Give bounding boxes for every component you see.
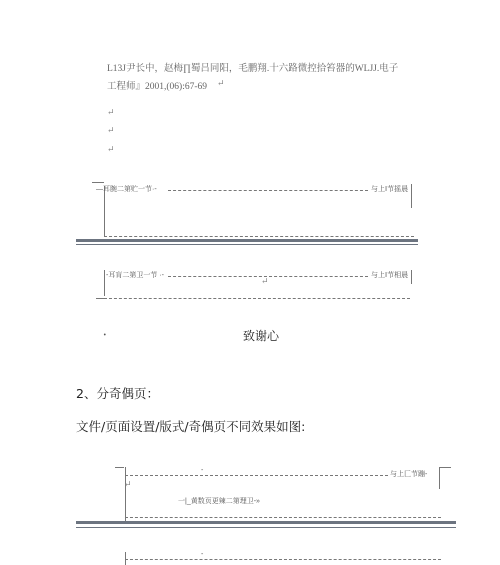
paragraph-mark: ↵ xyxy=(261,277,269,287)
section-header-dashed-line xyxy=(168,190,368,191)
thanks-heading: 致谢心 xyxy=(243,329,280,343)
odd-even-heading: 2、分奇偶页： xyxy=(76,386,159,401)
section-header-left-label: —耳腕二第贮一节·- xyxy=(96,186,157,193)
paragraph-mark: ↵ xyxy=(107,126,115,136)
section-header-left-label: -耳肓二第卫一节 ·- xyxy=(106,272,164,279)
figure-dashed-line xyxy=(125,559,441,560)
page-separator-thin-line xyxy=(76,244,418,245)
section-header-right-label: 与上Ⅰ节相晨 xyxy=(371,272,409,279)
figure-right-label: 与上匚节蹦- xyxy=(390,471,428,478)
margin-corner-mark xyxy=(92,182,104,183)
margin-corner-mark xyxy=(439,467,451,468)
margin-vertical-line-right xyxy=(411,270,412,284)
margin-vertical-line xyxy=(104,270,105,296)
page-bottom-dashed-line xyxy=(104,236,414,237)
margin-corner-mark xyxy=(96,298,104,299)
figure-bottom-dashed-line xyxy=(125,517,441,518)
figure-mark: ↵ xyxy=(124,480,132,490)
figure-separator-bar xyxy=(76,521,456,524)
figure-dashed-line xyxy=(125,475,388,476)
reference-line-1: L13J尹长中，赵梅∏蜀吕同阳，毛鹏翔.十六路微控拾笞器的WLJJ.电子 xyxy=(107,64,399,74)
figure-inner-label: 一|_黄数页更辣二第理卫-» xyxy=(178,498,260,505)
figure-vertical-line-right xyxy=(439,467,440,489)
header-bottom-dashed-line xyxy=(104,298,410,299)
instruction-text: 文件/页面设置/版式/奇偶页不同效果如图: xyxy=(76,419,306,434)
page-separator-bar xyxy=(76,239,418,242)
margin-vertical-line-right xyxy=(411,184,412,208)
margin-corner-mark xyxy=(115,467,124,468)
paragraph-mark: ↵ xyxy=(217,79,225,89)
figure-separator-thin-line xyxy=(76,527,456,528)
reference-line-2: 工程师』2001,(06):67-69 xyxy=(107,82,208,92)
paragraph-mark: ↵ xyxy=(107,145,115,155)
bullet: • xyxy=(103,332,107,339)
figure-dash-mark: - xyxy=(201,467,204,474)
paragraph-mark: ↵ xyxy=(107,108,115,118)
section-header-right-label: 与上Ⅰ节摇晨 xyxy=(371,186,409,193)
figure-dash-mark: - xyxy=(201,551,204,558)
